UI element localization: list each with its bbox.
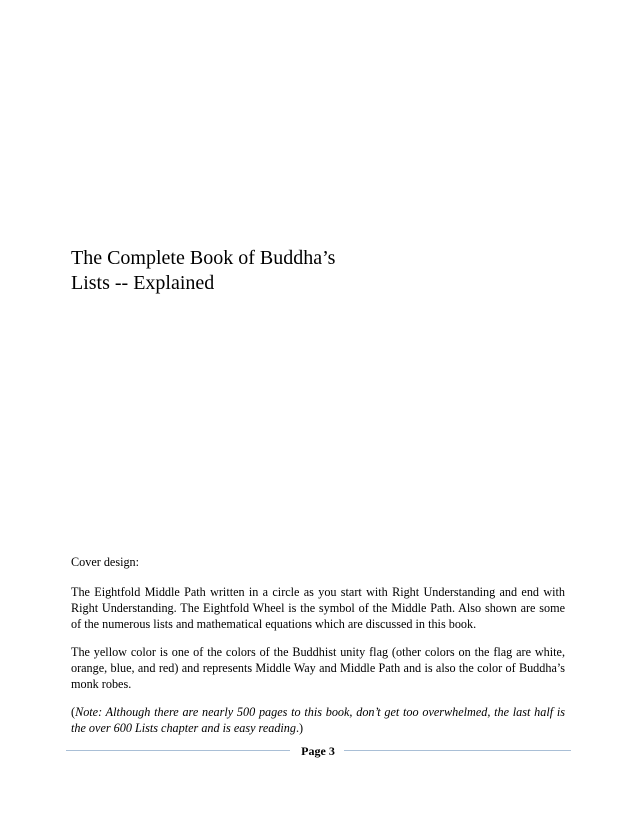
note-text: Note: Although there are nearly 500 pages to this book, don’t get too overwhelmed, the last half is the over 600 Lists chapter and is easy reading xyxy=(71,705,565,735)
paragraph-eightfold-path: The Eightfold Middle Path written in a circle as you start with Right Understanding and end with Right Understanding. The Eightfold Wheel is the symbol of the Middle Path. Also shown are some of the numerous lists and mathematical equations which are discussed in this book. xyxy=(71,585,565,631)
title-line-2: Lists -- Explained xyxy=(71,272,215,294)
title-line-1: The Complete Book of Buddha’s xyxy=(71,247,336,269)
paragraph-yellow-color: The yellow color is one of the colors of the Buddhist unity flag (other colors on the flag are white, orange, blue, and red) and represents Middle Way and Middle Path and is also the color of Buddha’s monk robes. xyxy=(71,645,565,691)
note-close-paren: .) xyxy=(296,721,304,735)
note-paragraph xyxy=(71,704,565,736)
footer-rule-left xyxy=(66,750,290,751)
page-number: Page 3 xyxy=(301,744,335,758)
page-title xyxy=(71,246,491,296)
page-footer xyxy=(66,743,571,759)
cover-design-label: Cover design: xyxy=(71,555,140,569)
cover-description xyxy=(71,554,565,748)
footer-rule-right xyxy=(344,750,571,751)
note-open-paren: ( xyxy=(71,705,76,719)
